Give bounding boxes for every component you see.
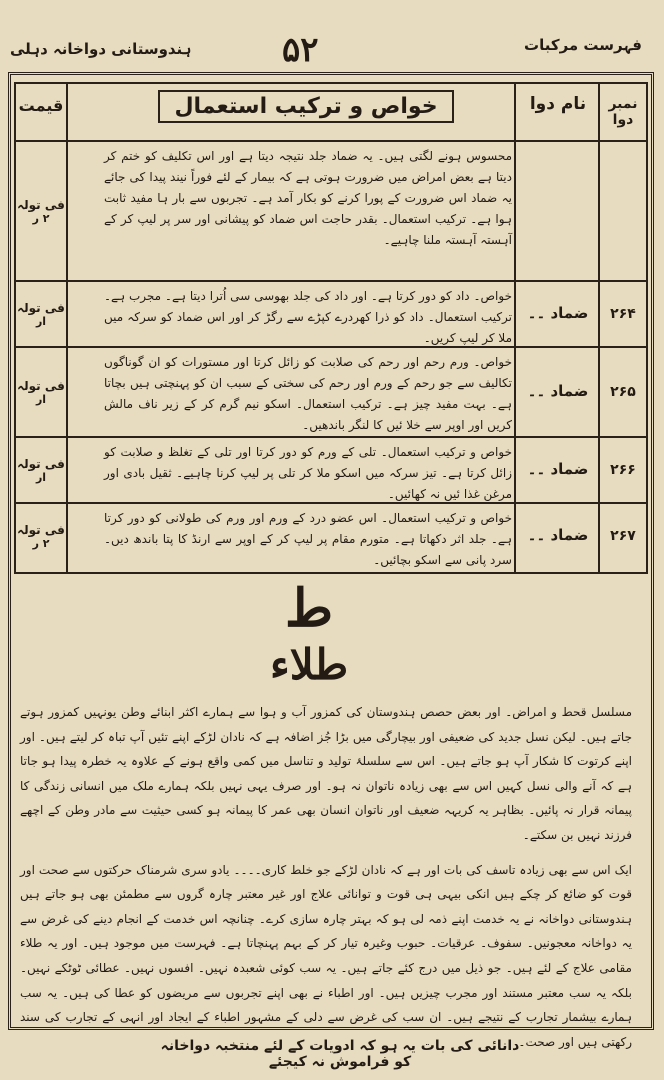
price-unit: فی تولہ — [17, 197, 65, 212]
footer-note: دانائی کی بات یہ ہو کہ ادویات کے لئے منتخبہ دواخانہ کو فراموش نہ کیجئے — [160, 1038, 520, 1070]
row-serial: ۲۶۶ — [610, 462, 636, 478]
price-unit: فی تولہ — [17, 378, 65, 393]
row-description-text: خواص۔ ورم رحم اور رحم کی صلابت کو زائل کرتا اور مستورات کو ان گوناگوں تکالیف سے جو رحم کے ورم اور رحم کی سختی کے سبب ان کو پہنچتی ہیں بچاتا ہے۔ بہت مفید چیز ہے۔ ترکیب استعمال۔ اسکو نیم گرم کر کے زیر ناف مالش کریں اور اوپر سے خلا ئیں کا لنگر باندھیں۔ — [104, 355, 512, 432]
table-row — [16, 504, 646, 568]
table-row — [16, 438, 646, 502]
price-value: ۲ ر — [32, 211, 50, 225]
row-medicine-name: ضماد ۔۔ — [527, 526, 589, 545]
price-unit: فی تولہ — [17, 456, 65, 471]
row-medicine-name: ضماد ۔۔ — [527, 304, 589, 323]
row-serial: ۲۶۵ — [610, 384, 636, 400]
row-description-text: محسوس ہونے لگتی ہیں۔ یہ ضماد جلد نتیجہ دیتا ہے اور اس تکلیف کو ختم کر دیتا ہے بعض امراض میں ضرورت ہوتی ہے کہ بیمار کے لئے فوراً نیند پیدا کی جائے یہ ضماد اس ضرورت کے پورا کرنے کو بکار آمد ہے۔ تجربوں سے بار ہا مفید ثابت ہوا ہے۔ ترکیب استعمال۔ بقدر حاجت اس ضماد کو پیشانی اور سر پر لیپ کر کے آہستہ آہستہ ملنا چاہیے۔ — [104, 149, 512, 247]
header-section-title: فہرست مرکبات — [524, 36, 642, 54]
table-row — [16, 282, 646, 346]
column-header-price: قیمت — [18, 96, 64, 115]
row-medicine-name — [516, 142, 600, 280]
row-price — [16, 348, 66, 436]
row-description — [104, 142, 512, 280]
row-description — [104, 438, 512, 502]
section-body — [20, 700, 632, 1064]
column-header-properties — [96, 86, 516, 134]
row-description-text: خواص و ترکیب استعمال۔ اس عضو درد کے ورم اور ورم کی طولانی کو دور کرتا ہے۔ جلد اثر دکھاتا ہے۔ متورم مقام پر لیپ کر کے اوپر سے ارنڈ کا پتا باندھ دیں۔ سرد پانی سے اسکو بچائیں۔ — [104, 511, 512, 567]
price-unit: فی تولہ — [17, 300, 65, 315]
column-header-serial: نمبر دوا — [608, 96, 638, 128]
column-header-name: نام دوا — [529, 94, 587, 114]
row-description-text: خواص۔ داد کو دور کرتا ہے۔ اور داد کی جلد بھوسی سی اُترا دیتا ہے۔ مجرب ہے۔ ترکیب استعمال۔ داد کو ذرا کھردرے کپڑے سے رگڑ کر اور اس ضماد کو سرکہ میں ملا کر لیپ کریں۔ — [104, 289, 512, 345]
row-serial: ۲۶۷ — [610, 528, 636, 544]
row-price — [16, 504, 66, 568]
row-medicine-name: ضماد ۔۔ — [527, 382, 589, 401]
price-value: ار — [35, 392, 47, 406]
price-value: ار — [35, 470, 47, 484]
price-value: ار — [35, 314, 47, 328]
section-title: طلاء — [270, 640, 349, 689]
body-paragraph: مسلسل قحط و امراض۔ اور بعض حصص ہندوستان کی کمزور آب و ہوا سے ہمارے اکثر ابنائے وطن یونہیں کمزور ہوتے جاتے ہیں۔ لیکن نسل جدید کی ضعیفی اور بیچارگی میں بڑا جُز اضافہ ہے کہ نادان لڑکے اپنے تئیں آپ تباہ کر لیتے ہیں۔ اور اپنے کرتوت کا شکار آپ ہو جاتے ہیں۔ اس سے سلسلۂ تولید و تناسل میں کمی واقع ہونے کے علاوہ یہ خطرہ پیدا ہو جاتا ہے کہ آنے والی نسل کہیں اس سے بھی زیادہ ناتوان نہ ہو۔ اور صرف یہی نہیں بلکہ ہمارے ملک میں انسانی زندگی کا پیمانہ قرار نہ پائیں۔ بظاہر یہ کریہہ ضعیف اور ناتوان انسان بھی عمر کا پیمانہ ہو کسی حیثیت سے مادر وطن کے اچھے فرزند نہیں بن سکتے۔ — [20, 705, 632, 842]
row-medicine-name: ضماد ۔۔ — [527, 460, 589, 479]
row-description — [104, 348, 512, 436]
table-row — [16, 348, 646, 436]
table-row — [16, 142, 646, 280]
row-price — [16, 438, 66, 502]
row-price — [16, 282, 66, 346]
row-description — [104, 282, 512, 346]
page-number: ۵۲ — [282, 30, 319, 70]
row-description-text: خواص و ترکیب استعمال۔ تلی کے ورم کو دور کرتا اور تلی کے تغلظ و صلابت کو زائل کرتا ہے۔ تیز سرکہ میں اسکو ملا کر تلی پر لیپ کرنا چاہیے۔ ثقیل بادی اور مرغن غذا ئیں نہ کھائیں۔ — [104, 445, 512, 501]
column-header-properties-label: خواص و ترکیب استعمال — [158, 90, 453, 123]
row-description — [104, 504, 512, 568]
row-serial — [600, 142, 646, 280]
header-publisher: ہندوستانی دواخانہ دہلی — [10, 40, 192, 58]
section-glyph: ط — [285, 578, 334, 639]
medicine-table — [14, 82, 648, 574]
body-paragraph: ایک اس سے بھی زیادہ تاسف کی بات اور ہے کہ نادان لڑکے جو خلط کاری۔۔۔۔ یادو سری شرمناک حرکتوں سے صحت اور قوت کو ضائع کر چکے ہیں انکی بیہی ہی قوت و توانائی علاج اور غیر معتبر چارہ گروں سے مطمئن بھی ہو جاتے ہیں ہندوستانی دواخانہ نے یہ خدمت اپنے ذمہ لی ہو کہ بہتر چارہ سازی کرے۔ چنانچہ اس خدمت کے انجام دینے کی غرض سے یہ دواخانہ معجونیں۔ سفوف۔ عرقیات۔ حبوب وغیرہ تیار کر کے بہم پہنچاتا ہے۔ فہرست میں موجود ہیں۔ اور یہ طلاء مقامی علاج کے لئے ہیں۔ جو ذیل میں درج کئے جاتے ہیں۔ یہ سب کوئی شعبدہ نہیں۔ افسوں نہیں۔ عطائی ٹوٹکے نہیں۔ بلکہ یہ سب معتبر مستند اور مجرب چیزیں ہیں۔ اور اطباء نے بھی اپنے تجربوں سے مریضوں کو عطا کی ہیں۔ یہ سب ہمارے بیشمار تجارب کے نتیجے ہیں۔ ان سب کی غرض سے دلی کے مشہور اطباء کے ایجاد اور انہی کے تجارب کی سند رکھتی ہیں اور صحت۔ — [20, 862, 632, 1049]
price-value: ۲ ر — [32, 536, 50, 550]
row-price — [16, 142, 66, 280]
row-serial: ۲۶۴ — [610, 306, 636, 322]
price-unit: فی تولہ — [17, 522, 65, 537]
